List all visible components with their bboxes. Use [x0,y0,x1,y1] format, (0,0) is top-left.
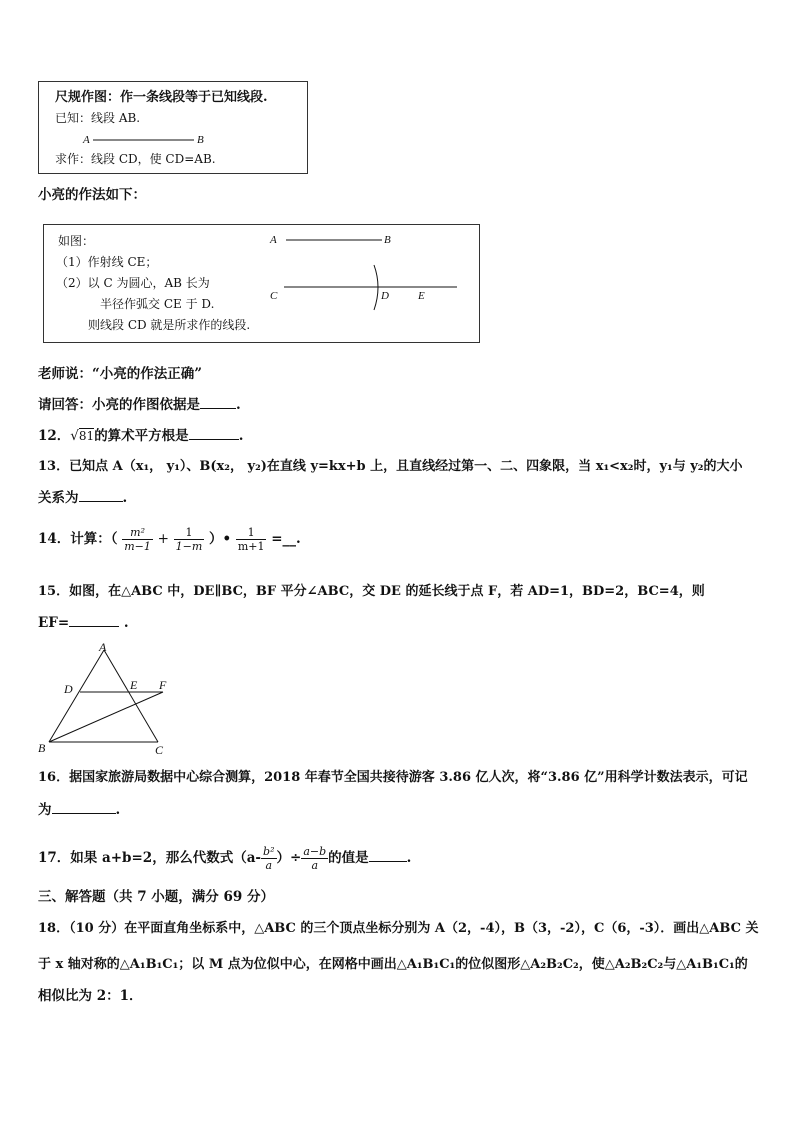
q14-f1-denominator: m−1 [124,540,151,553]
fig-label-c: C [270,290,278,302]
section-3-heading: 三、解答题（共 7 小题，满分 69 分） [38,889,274,905]
q17-mid: ）÷ [276,850,302,866]
q14-fraction-3 [236,526,267,553]
q17-f2-denominator: a [311,859,318,872]
q12-text: 的算术平方根是 [94,428,189,444]
method-line-5: 则线段 CD 就是所求作的线段. [88,318,251,332]
triangle-figure [36,640,176,758]
question-15-line-1: 15．如图，在△ABC 中，DE∥BC，BF 平分∠ABC，交 DE 的延长线于点 F，若 AD=1，BD=2，BC=4，则 [38,584,705,599]
fig-label-a: A [270,234,277,246]
q16-blank [52,813,116,814]
q14-mid: ）• [208,531,232,547]
construction-figure [264,225,479,342]
q14-f2-denominator: 1−m [175,540,203,553]
question-18-line-2: 于 x 轴对称的△A₁B₁C₁；以 M 点为位似中心，在网格中画出△A₁B₁C₁的位似图形△A₂B₂C₂，使△A₂B₂C₂与△A₁B₁C₁的 [38,957,748,972]
q15-text: EF= [38,615,70,631]
q14-f2-numerator: 1 [174,526,205,540]
q13-text: 关系为 [38,490,79,506]
side-ab [49,650,104,742]
q15-blank [69,626,119,627]
tri-label-b: B [38,741,46,755]
answer-prompt: 请回答：小亮的作图依据是 . [38,397,241,413]
question-12: 12．√81的算术平方根是 . [38,428,244,444]
q14-prefix: 14．计算：（ [38,531,118,547]
tri-label-d: D [64,682,73,696]
question-13-line-2: 关系为 . [38,490,128,506]
question-17: 17．如果 a+b=2，那么代数式（a- $\frac{\text{b²}}{a}$ ）÷ $\frac{a-b}{a}$ 的值是 . [38,845,412,872]
question-13-line-1: 13．已知点 A（x₁， y₁）、B(x₂， y₂)在直线 y=kx+b 上，且直线经过第一、二、四象限，当 x₁<x₂时，y₁与 y₂的大小 [38,459,743,474]
ruler-compass-task-box [38,81,308,174]
task-given: 已知：线段 AB. [55,111,141,125]
question-18-line-1: 18．（10 分）在平面直角坐标系中，△ABC 的三个顶点坐标分别为 A（2，-4），B（3，-2），C（6，-3）．画出△ABC 关 [38,921,759,936]
line-bf [49,692,163,742]
q17-suffix: 的值是 [328,850,369,866]
q12-radicand: 81 [78,429,95,443]
sqrt-symbol: √ [70,428,79,444]
tri-label-f: F [159,678,167,692]
q14-plus: + [157,531,169,547]
q12-blank [189,439,239,440]
method-line-4: 半径作弧交 CE 于 D. [100,297,215,311]
answer-prompt-text: 请回答：小亮的作图依据是 [38,397,200,413]
q17-fraction-1 [261,845,276,872]
method-line-1: 如图： [58,234,95,248]
q16-text: 为 [38,802,52,818]
question-16-line-1: 16．据国家旅游局数据中心综合测算，2018 年春节全国共接待游客 3.86 亿人次，将“3.86 亿”用科学计数法表示，可记 [38,770,748,785]
teacher-remark: 老师说：“小亮的作法正确” [38,366,203,382]
tri-label-c: C [155,743,164,757]
label-b: B [197,134,204,146]
method-line-2: （1）作射线 CE； [56,255,158,269]
q17-prefix: 17．如果 a+b=2，那么代数式（a- [38,850,262,866]
question-16-line-2: 为 . [38,802,121,818]
q17-f1-denominator: a [265,859,273,872]
method-intro: 小亮的作法如下： [38,187,146,203]
q13-blank [79,501,123,502]
q14-f1-numerator: m² [122,526,153,540]
q14-fraction-2 [174,526,205,553]
q17-f2-numerator: a−b [303,845,327,858]
q14-fraction-1 [122,526,153,553]
fig-label-d: D [381,290,389,302]
task-goal: 求作：线段 CD，使 CD=AB. [55,152,216,166]
q17-fraction-2 [301,845,328,872]
question-15-line-2: EF= . [38,615,129,631]
task-title: 尺规作图：作一条线段等于已知线段. [55,90,268,105]
q12-number: 12． [38,428,71,444]
fig-label-b: B [384,234,391,246]
tri-label-a: A [99,640,107,654]
q14-suffix: =__. [271,531,301,547]
tri-label-e: E [130,678,138,692]
question-14 [38,526,301,553]
question-18-line-3: 相似比为 2：1． [38,988,143,1004]
q17-f1-numerator: b² [263,845,275,858]
q14-f3-denominator: m+1 [237,540,265,553]
fig-label-e: E [418,290,425,302]
q17-blank [369,861,407,862]
method-line-3: （2）以 C 为圆心，AB 长为 [56,276,210,290]
answer-blank [200,408,236,409]
q14-f3-numerator: 1 [236,526,267,540]
side-ac [104,650,158,742]
method-box [43,224,480,343]
label-a: A [83,134,90,146]
